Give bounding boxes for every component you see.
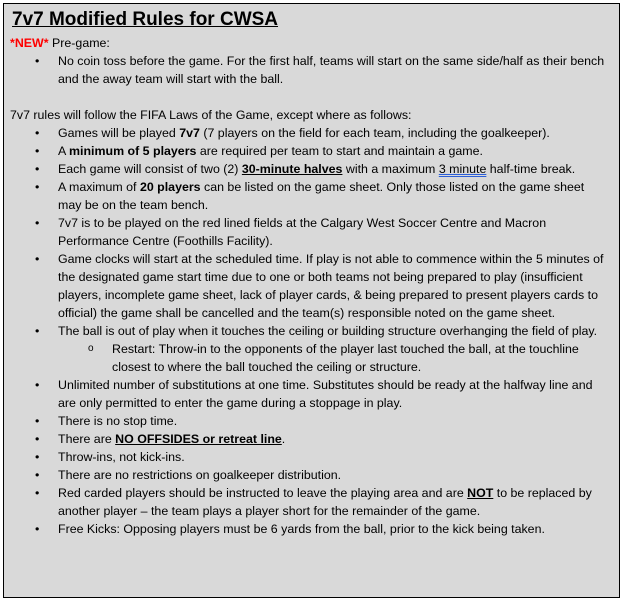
list-item	[10, 412, 613, 430]
bullet-icon: •	[35, 432, 40, 446]
bullet-icon: •	[35, 468, 40, 482]
rules-list	[10, 124, 613, 538]
list-item-text: There are no restrictions on goalkeeper distribution.	[58, 468, 342, 482]
list-item	[10, 520, 613, 538]
emphasis: 30-minute halves	[241, 162, 343, 176]
bullet-icon: •	[35, 324, 40, 338]
list-item	[10, 322, 613, 340]
bullet-icon: •	[35, 450, 40, 464]
list-item-text: Restart: Throw-in to the opponents of the player last touched the ball, at the touchline closest to where the ball touched the ceiling or structure.	[112, 342, 579, 374]
emphasis: NOT	[467, 486, 494, 500]
bullet-icon: •	[35, 126, 40, 140]
pregame-label: Pre-game:	[52, 36, 110, 50]
list-item-text: No coin toss before the game. For the first half, teams will start on the same side/half as their bench and the away team will start with the ball.	[58, 54, 605, 86]
bullet-icon: •	[35, 252, 40, 266]
list-item-text: Unlimited number of substitutions at one time. Substitutes should be ready at the halfway line and are only permitted to enter the game during a stoppage in play.	[58, 378, 593, 410]
list-item: • Each game will consist of two (2) 30-minute halves with a maximum 3 minute half-time break.	[35, 162, 576, 176]
list-item-text: There is no stop time.	[58, 414, 178, 428]
bullet-icon: •	[35, 414, 40, 428]
intro-text: 7v7 rules will follow the FIFA Laws of the Game, except where as follows:	[10, 108, 412, 122]
list-item: • A maximum of 20 players can be listed on the game sheet. Only those listed on the game sheet may be on the team bench.	[35, 180, 585, 212]
bullet-icon: •	[35, 54, 40, 68]
sub-list-item	[10, 340, 613, 376]
bullet-icon: •	[35, 162, 40, 176]
list-item-text: Throw-ins, not kick-ins.	[58, 450, 185, 464]
bullet-icon: •	[35, 378, 40, 392]
pregame-list	[10, 52, 613, 88]
emphasis: NO OFFSIDES or retreat line	[115, 432, 282, 446]
list-item	[10, 52, 613, 88]
list-item	[10, 376, 613, 412]
list-item	[10, 250, 613, 322]
bullet-icon: •	[35, 486, 40, 500]
list-item	[10, 448, 613, 466]
circle-bullet-icon: o	[88, 343, 94, 354]
list-item	[10, 466, 613, 484]
list-item: • A minimum of 5 players are required per team to start and maintain a game.	[35, 144, 483, 158]
list-item-text: Free Kicks: Opposing players must be 6 yards from the ball, prior to the kick being taken.	[58, 522, 545, 536]
list-item: • Games will be played 7v7 (7 players on the field for each team, including the goalkeeper).	[35, 126, 550, 140]
rules-panel	[3, 3, 620, 598]
emphasis: minimum of 5 players	[69, 144, 197, 158]
list-item: • There are NO OFFSIDES or retreat line.	[35, 432, 286, 446]
list-item: • Red carded players should be instructed to leave the playing area and are NOT to be replaced by another player – the team plays a player short for the remainder of the game.	[35, 486, 592, 518]
new-tag: *NEW*	[10, 36, 49, 50]
bullet-icon: •	[35, 522, 40, 536]
bullet-icon: •	[35, 180, 40, 194]
bullet-icon: •	[35, 144, 40, 158]
spellcheck-mark: 3 minute	[438, 162, 487, 176]
emphasis: 7v7	[179, 126, 200, 140]
page-title: 7v7 Modified Rules for CWSA	[12, 9, 279, 30]
list-item-text: Game clocks will start at the scheduled time. If play is not able to commence within the 5 minutes of the designated game start time due to one or both teams not being prepared to play (insufficient players, incomplete game sheet, lack of player cards, & being prepared to present players cards to official) the game shall be cancelled and the team(s) responsible noted on the game sheet.	[58, 252, 604, 320]
pregame-heading	[10, 34, 613, 52]
list-item	[10, 214, 613, 250]
emphasis: 20 players	[139, 180, 201, 194]
list-item-text: The ball is out of play when it touches the ceiling or building structure overhanging the field of play.	[58, 324, 598, 338]
bullet-icon: •	[35, 216, 40, 230]
list-item-text: 7v7 is to be played on the red lined fields at the Calgary West Soccer Centre and Macron Performance Centre (Foothills Facility).	[58, 216, 547, 248]
